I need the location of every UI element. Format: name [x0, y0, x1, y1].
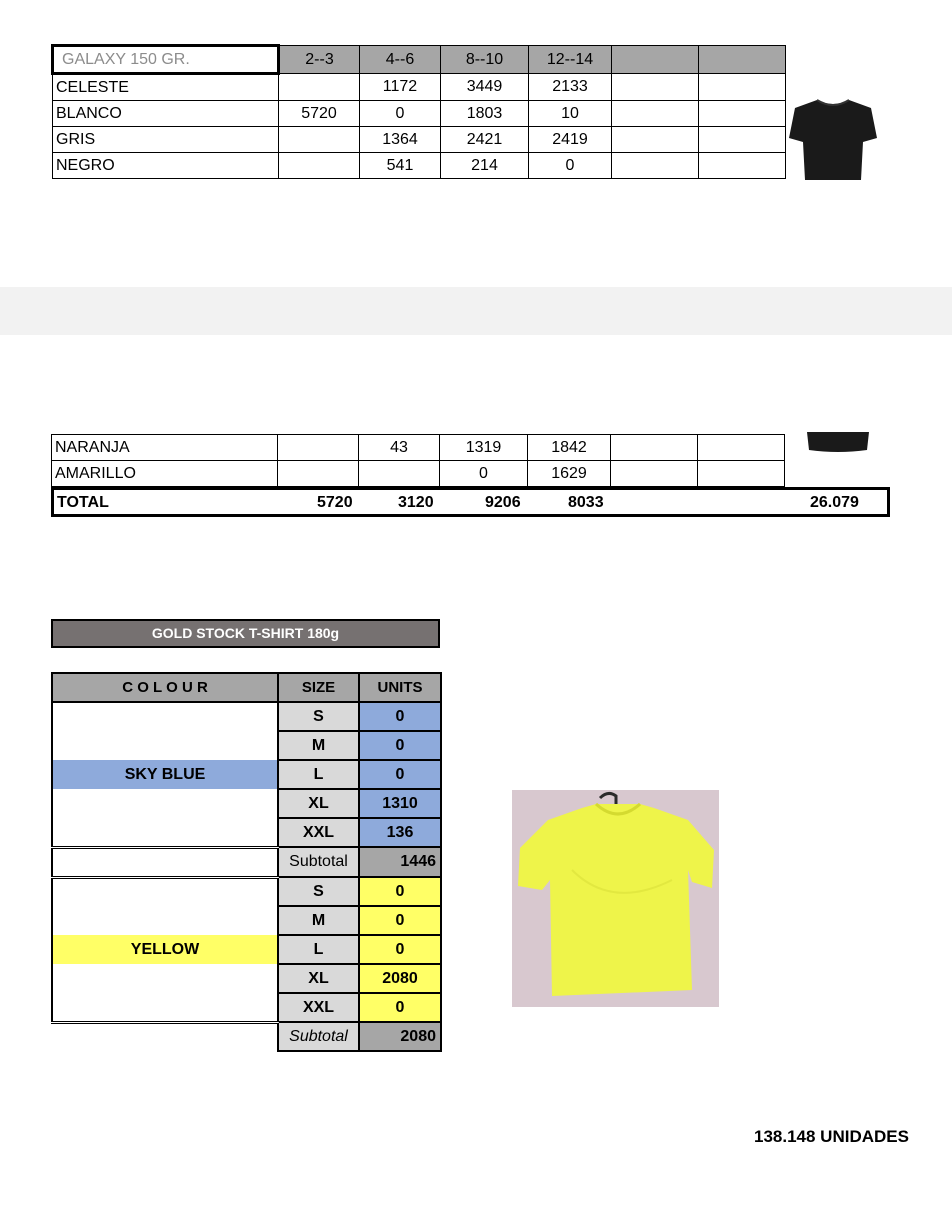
total-value: 5720	[317, 494, 353, 511]
subtotal-blank	[52, 847, 278, 877]
size-header: SIZE	[278, 673, 359, 702]
total-row	[51, 487, 890, 517]
size-header: 2--3	[279, 46, 360, 74]
table-row	[52, 731, 441, 760]
units-cell: 0	[359, 731, 441, 760]
color-name: GRIS	[53, 127, 279, 153]
page-break-band	[0, 287, 952, 335]
subtotal-label: Subtotal	[278, 847, 359, 877]
qty-cell: 0	[440, 461, 528, 487]
grand-total-units: 138.148 UNIDADES	[754, 1127, 909, 1146]
qty-cell: 10	[529, 101, 612, 127]
qty-cell: 1803	[441, 101, 529, 127]
total-value: 8033	[568, 494, 604, 511]
galaxy-title: GALAXY 150 GR.	[53, 46, 279, 74]
qty-cell	[359, 461, 440, 487]
qty-cell	[279, 127, 360, 153]
qty-cell: 43	[359, 435, 440, 461]
colour-blank	[52, 877, 278, 906]
qty-cell	[612, 153, 699, 179]
table-row	[52, 461, 785, 487]
gold-stock-table	[51, 672, 442, 1052]
qty-cell	[612, 74, 699, 101]
table-row	[52, 877, 441, 906]
qty-cell	[699, 101, 786, 127]
qty-cell	[612, 101, 699, 127]
colour-blank	[52, 964, 278, 993]
table-row	[53, 74, 786, 101]
qty-cell: 3449	[441, 74, 529, 101]
table-row	[52, 993, 441, 1022]
qty-cell	[278, 435, 359, 461]
units-cell: 2080	[359, 964, 441, 993]
units-cell: 0	[359, 935, 441, 964]
subtotal-label: Subtotal	[278, 1022, 359, 1051]
gold-header-row	[52, 673, 441, 702]
table-row	[52, 964, 441, 993]
units-cell: 0	[359, 877, 441, 906]
size-cell: S	[278, 702, 359, 731]
size-header	[612, 46, 699, 74]
qty-cell	[611, 461, 698, 487]
subtotal-blank	[52, 1022, 278, 1051]
size-cell: M	[278, 731, 359, 760]
qty-cell	[698, 435, 785, 461]
units-header: UNITS	[359, 673, 441, 702]
colour-blank	[52, 789, 278, 818]
galaxy-stock-table-continued	[51, 434, 785, 487]
qty-cell: 1172	[360, 74, 441, 101]
qty-cell: 541	[360, 153, 441, 179]
subtotal-value: 2080	[359, 1022, 441, 1051]
colour-blank	[52, 993, 278, 1022]
colour-name: YELLOW	[52, 935, 278, 964]
color-name: NEGRO	[53, 153, 279, 179]
units-cell: 136	[359, 818, 441, 847]
galaxy-header-row	[53, 46, 786, 74]
qty-cell: 1319	[440, 435, 528, 461]
qty-cell	[611, 435, 698, 461]
size-header: 4--6	[360, 46, 441, 74]
qty-cell: 214	[441, 153, 529, 179]
gold-stock-title: GOLD STOCK T-SHIRT 180g	[51, 619, 440, 648]
qty-cell: 2419	[529, 127, 612, 153]
qty-cell	[279, 74, 360, 101]
qty-cell: 1364	[360, 127, 441, 153]
colour-blank	[52, 731, 278, 760]
qty-cell: 1629	[528, 461, 611, 487]
units-cell: 1310	[359, 789, 441, 818]
table-row	[52, 906, 441, 935]
color-name: AMARILLO	[52, 461, 278, 487]
table-row	[52, 818, 441, 847]
table-row	[52, 760, 441, 789]
size-header	[699, 46, 786, 74]
size-cell: XL	[278, 789, 359, 818]
yellow-tshirt-photo	[512, 790, 719, 1007]
size-cell: XXL	[278, 993, 359, 1022]
table-row	[53, 101, 786, 127]
size-cell: L	[278, 935, 359, 964]
table-row	[52, 702, 441, 731]
colour-blank	[52, 818, 278, 847]
qty-cell	[698, 461, 785, 487]
qty-cell: 2421	[441, 127, 529, 153]
color-name: CELESTE	[53, 74, 279, 101]
subtotal-value: 1446	[359, 847, 441, 877]
table-row	[52, 789, 441, 818]
colour-name: SKY BLUE	[52, 760, 278, 789]
units-cell: 0	[359, 993, 441, 1022]
size-cell: L	[278, 760, 359, 789]
size-header: 12--14	[529, 46, 612, 74]
qty-cell	[699, 127, 786, 153]
qty-cell	[279, 153, 360, 179]
size-cell: M	[278, 906, 359, 935]
colour-blank	[52, 702, 278, 731]
qty-cell: 5720	[279, 101, 360, 127]
black-tshirt-image-fragment	[807, 432, 869, 452]
qty-cell	[699, 153, 786, 179]
colour-blank	[52, 906, 278, 935]
black-tshirt-image	[787, 96, 879, 180]
qty-cell	[699, 74, 786, 101]
colour-header: C O L O U R	[52, 673, 278, 702]
qty-cell	[278, 461, 359, 487]
table-row	[52, 435, 785, 461]
size-header: 8--10	[441, 46, 529, 74]
total-label: TOTAL	[57, 494, 109, 511]
grand-total-value: 26.079	[810, 494, 859, 511]
size-cell: XXL	[278, 818, 359, 847]
total-value: 3120	[398, 494, 434, 511]
galaxy-stock-table	[51, 44, 786, 179]
color-name: NARANJA	[52, 435, 278, 461]
qty-cell: 1842	[528, 435, 611, 461]
qty-cell: 2133	[529, 74, 612, 101]
units-cell: 0	[359, 760, 441, 789]
size-cell: S	[278, 877, 359, 906]
table-row	[52, 935, 441, 964]
subtotal-row	[52, 847, 441, 877]
subtotal-row	[52, 1022, 441, 1051]
qty-cell: 0	[360, 101, 441, 127]
units-cell: 0	[359, 906, 441, 935]
table-row	[53, 127, 786, 153]
color-name: BLANCO	[53, 101, 279, 127]
table-row	[53, 153, 786, 179]
units-cell: 0	[359, 702, 441, 731]
size-cell: XL	[278, 964, 359, 993]
qty-cell	[612, 127, 699, 153]
qty-cell: 0	[529, 153, 612, 179]
total-value: 9206	[485, 494, 521, 511]
